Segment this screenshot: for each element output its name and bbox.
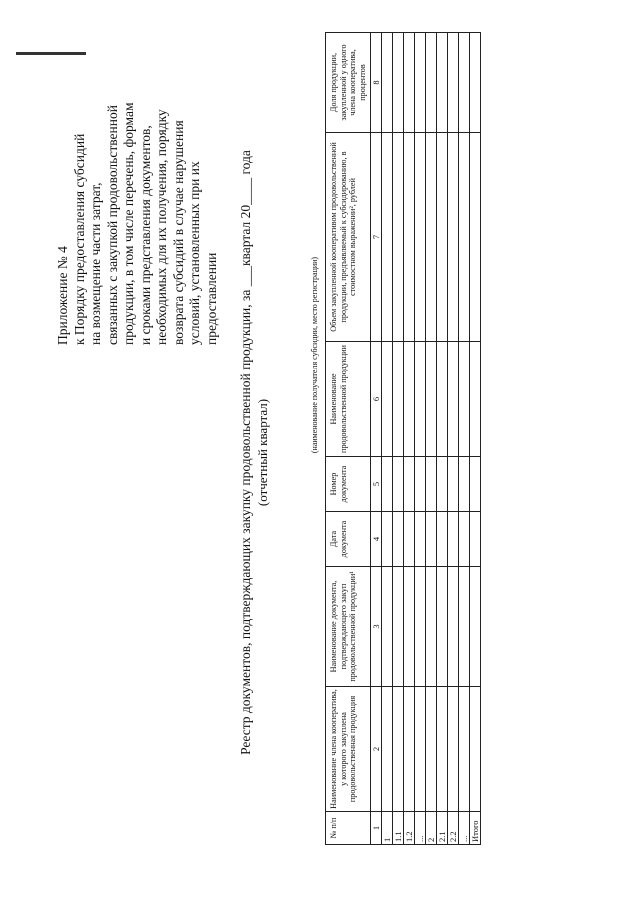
column-number: 2 [371,687,382,812]
appendix-line: возврата субсидий в случае нарушения [170,120,186,345]
appendix-line: предоставлении [203,252,219,345]
appendix-line: продукции, в том числе перечень, формам [121,102,136,345]
row-number: 1.2 [404,812,415,845]
appendix-line: Приложение № 4 [55,246,70,345]
table-row [415,33,426,845]
appendix-line: связанных с закупкой продовольственной [104,105,120,345]
table-row [459,33,470,845]
header-cell: Доля продукции, закупленной у одного члена кооператива, процентов [326,33,371,133]
appendix-line: на возмещение части затрат, [88,182,103,345]
table-row [382,33,393,845]
row-number: 1.1 [393,812,404,845]
header-cell: Дата документа [326,512,371,567]
row-number: 2.1 [437,812,448,845]
row-number: 1 [382,812,393,845]
column-number: 5 [371,457,382,512]
table-row [404,33,415,845]
column-number: 1 [371,812,382,845]
appendix-line: и сроками представления документов, [137,125,153,345]
table-row [393,33,404,845]
column-number: 4 [371,512,382,567]
column-number: 3 [371,567,382,687]
document-subtitle: (отчетный квартал) [255,398,270,507]
recipient-note: (наименование получателя субсидии, место регистрации) [310,256,319,454]
table-row [437,33,448,845]
header-row [326,33,371,845]
column-number-row [371,33,382,845]
column-number: 6 [371,342,382,457]
header-cell: Наименование документа, подтверждающего закуп продовольственной продукции¹ [326,567,371,687]
total-row [470,33,481,845]
total-label: Итого [470,812,481,845]
table-row [448,33,459,845]
row-number: ... [459,812,470,845]
header-cell: Объем закупленной кооперативом продовольственной продукции, предъявляемый к субсидированию, в стоимостном выражении², рублей [326,133,371,342]
row-number: 2 [426,812,437,845]
header-cell: № п/п [326,812,371,845]
column-number: 7 [371,133,382,342]
header-cell: Наименование члена кооператива, у которого закуплена продовольственная продукция [326,687,371,812]
table-row [426,33,437,845]
appendix-header [55,25,220,345]
header-cell: Наименование продовольственной продукции [326,342,371,457]
row-number: ... [415,812,426,845]
document-title: Реестр документов, подтверждающих закупку продовольственной продукции, за ___квартал 20____ года [238,150,253,755]
appendix-line: к Порядку предоставления субсидий [71,133,87,345]
row-number: 2.2 [448,812,459,845]
column-number: 8 [371,33,382,133]
appendix-line: условий, установленных при их [187,161,202,345]
header-cell: Номер документа [326,457,371,512]
appendix-line: необходимых для их получения, порядку [154,109,169,345]
registry-table [325,32,481,845]
